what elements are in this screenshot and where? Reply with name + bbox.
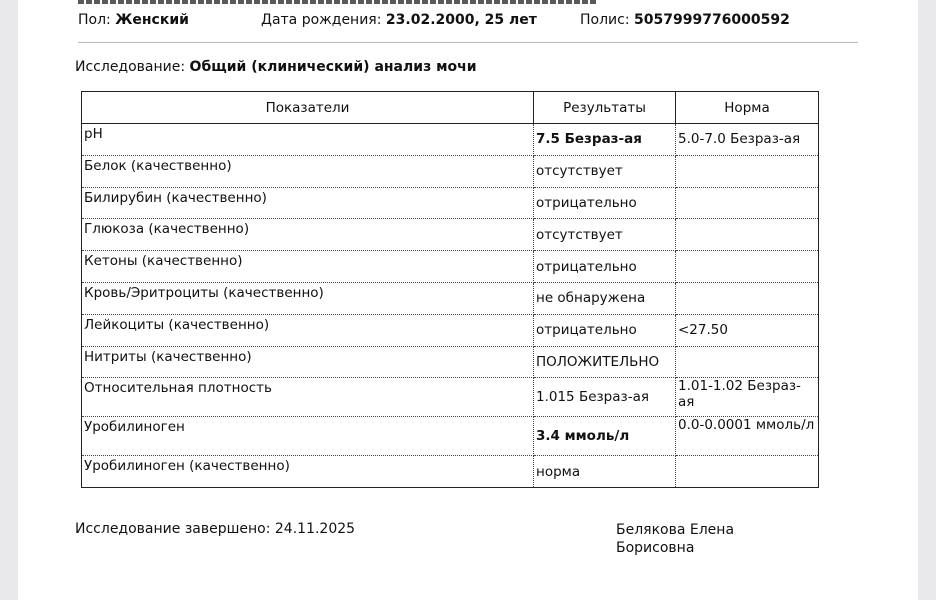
norm-value: <27.50 xyxy=(676,314,819,346)
dob-value: 23.02.2000, 25 лет xyxy=(385,12,537,28)
indicator-name: Билирубин (качественно) xyxy=(82,187,534,219)
gender-value: Женский xyxy=(115,12,189,28)
norm-value: 5.0-7.0 Безраз-ая xyxy=(676,124,819,156)
result-value: норма xyxy=(534,456,676,488)
indicator-name: Нитриты (качественно) xyxy=(82,346,534,378)
result-value: 3.4 ммоль/л xyxy=(534,417,676,456)
table-row xyxy=(82,282,819,314)
indicator-name: Кровь/Эритроциты (качественно) xyxy=(82,282,534,314)
header-result: Результаты xyxy=(534,92,676,124)
dob-field xyxy=(261,12,537,28)
indicator-name: Относительная плотность xyxy=(82,378,534,417)
indicator-name: Белок (качественно) xyxy=(82,155,534,187)
norm-value xyxy=(676,251,819,283)
indicator-name: Глюкоза (качественно) xyxy=(82,219,534,251)
table-row xyxy=(82,417,819,456)
table-row xyxy=(82,155,819,187)
result-value: отсутствует xyxy=(534,155,676,187)
policy-label: Полис: xyxy=(580,12,630,28)
indicator-name: Уробилиноген xyxy=(82,417,534,456)
table-row xyxy=(82,251,819,283)
norm-value: 1.01-1.02 Безраз-ая xyxy=(676,378,819,417)
study-title xyxy=(75,59,477,75)
table-row xyxy=(82,314,819,346)
table-row xyxy=(82,378,819,417)
cropped-header-line xyxy=(78,0,598,4)
norm-value xyxy=(676,456,819,488)
policy-value: 5057999776000592 xyxy=(634,12,790,28)
header-indicator: Показатели xyxy=(82,92,534,124)
indicator-name: Лейкоциты (качественно) xyxy=(82,314,534,346)
result-value: отрицательно xyxy=(534,187,676,219)
norm-value xyxy=(676,219,819,251)
header-norm: Норма xyxy=(676,92,819,124)
result-value: отрицательно xyxy=(534,314,676,346)
indicator-name: pH xyxy=(82,124,534,156)
completion-date: Исследование завершено: 24.11.2025 xyxy=(75,521,356,537)
norm-value: 0.0-0.0001 ммоль/л xyxy=(676,417,819,456)
norm-value xyxy=(676,282,819,314)
study-label: Исследование: xyxy=(75,59,186,75)
header-divider xyxy=(78,42,858,43)
table-row xyxy=(82,187,819,219)
policy-field xyxy=(580,12,790,28)
indicator-name: Кетоны (качественно) xyxy=(82,251,534,283)
dob-label: Дата рождения: xyxy=(261,12,382,28)
table-row xyxy=(82,124,819,156)
table-row xyxy=(82,346,819,378)
result-value: отрицательно xyxy=(534,251,676,283)
signer-name: Белякова Елена Борисовна xyxy=(616,522,735,556)
norm-value xyxy=(676,155,819,187)
result-value: не обнаружена xyxy=(534,282,676,314)
result-value: отсутствует xyxy=(534,219,676,251)
indicator-name: Уробилиноген (качественно) xyxy=(82,456,534,488)
table-row xyxy=(82,456,819,488)
result-value: 1.015 Безраз-ая xyxy=(534,378,676,417)
result-value: 7.5 Безраз-ая xyxy=(534,124,676,156)
results-table xyxy=(81,91,819,488)
result-value: ПОЛОЖИТЕЛЬНО xyxy=(534,346,676,378)
table-row xyxy=(82,219,819,251)
norm-value xyxy=(676,187,819,219)
study-name: Общий (клинический) анализ мочи xyxy=(189,59,477,75)
norm-value xyxy=(676,346,819,378)
gender-label: Пол: xyxy=(78,12,111,28)
gender-field xyxy=(78,12,189,28)
